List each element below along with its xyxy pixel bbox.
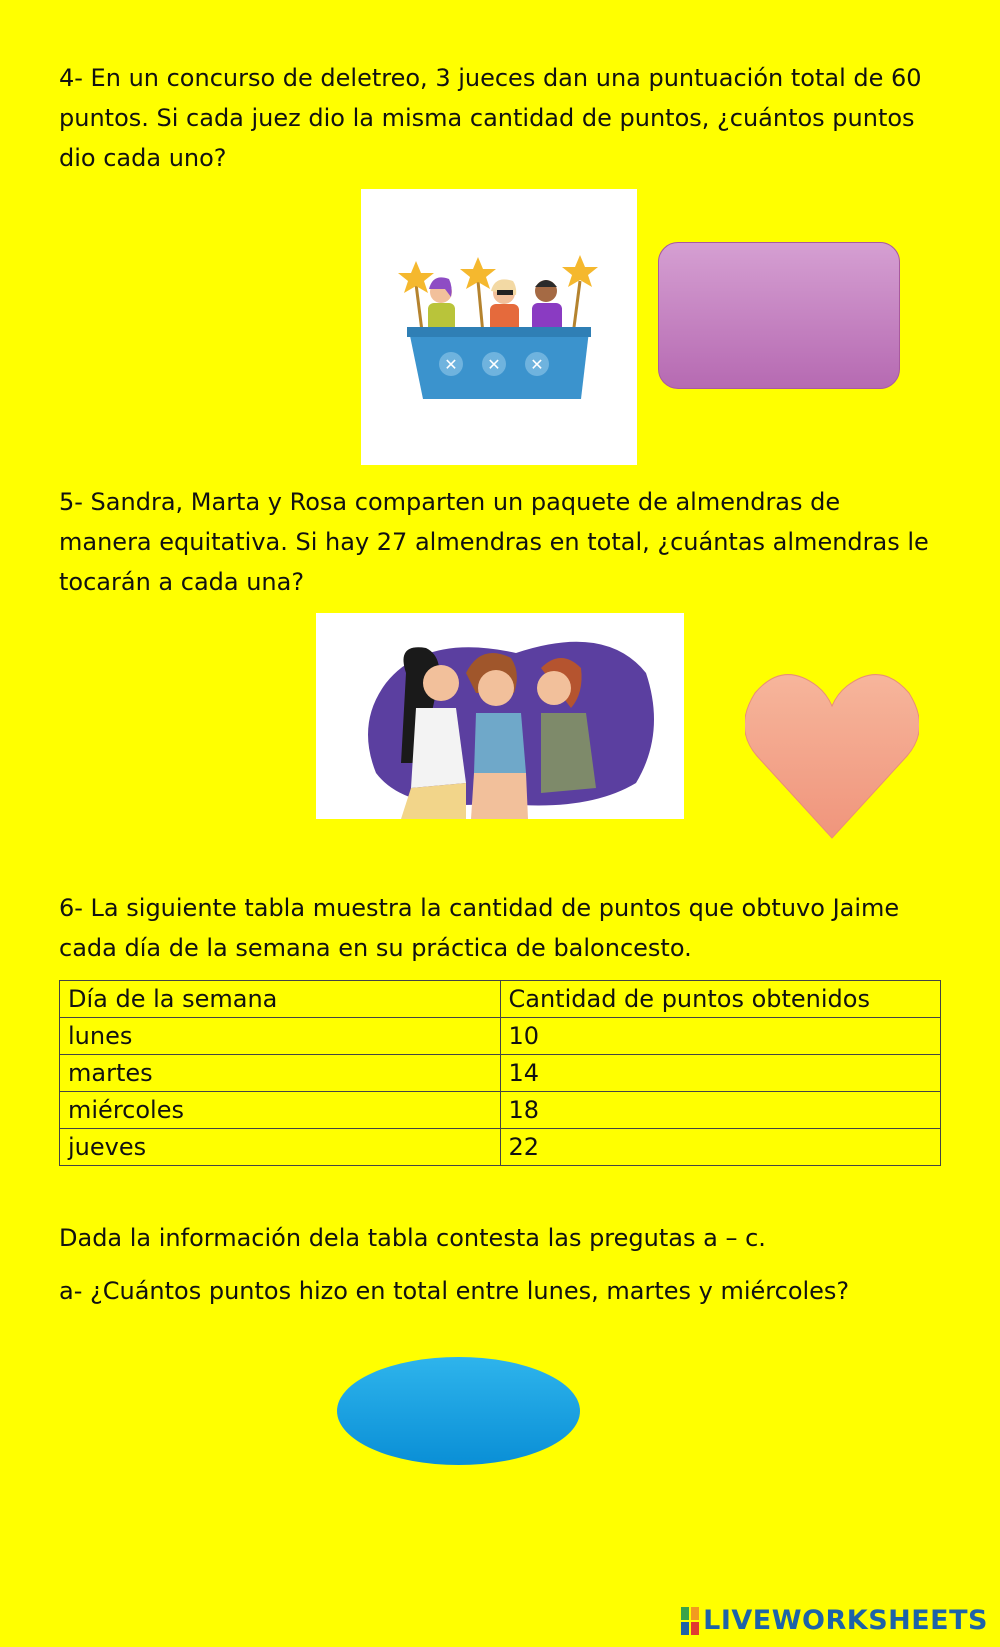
- table-header-cell: Cantidad de puntos obtenidos: [500, 981, 941, 1018]
- table-cell-points: 14: [500, 1055, 941, 1092]
- svg-text:✕: ✕: [487, 355, 501, 374]
- svg-text:✕: ✕: [530, 355, 544, 374]
- table-cell-day: jueves: [60, 1129, 501, 1166]
- table-row: [60, 1018, 941, 1055]
- liveworksheets-logo-icon: [681, 1607, 699, 1635]
- svg-text:✕: ✕: [444, 355, 458, 374]
- answer-heart-question-5[interactable]: [745, 668, 919, 840]
- table-instructions: Dada la información dela tabla contesta las pregutas a – c.: [59, 1224, 766, 1252]
- answer-oval-question-a[interactable]: [337, 1357, 580, 1465]
- friends-whispering-image: [316, 613, 684, 819]
- liveworksheets-wordmark: LIVEWORKSHEETS: [703, 1605, 988, 1636]
- answer-box-question-4[interactable]: [658, 242, 900, 389]
- question-4-text: 4- En un concurso de deletreo, 3 jueces dan una puntuación total de 60 puntos. Si cada juez dio la misma cantidad de puntos, ¿cuántos puntos dio cada uno?: [59, 64, 922, 172]
- table-row: [60, 1055, 941, 1092]
- table-cell-points: 10: [500, 1018, 941, 1055]
- table-header-row: [60, 981, 941, 1018]
- table-header-cell: Día de la semana: [60, 981, 501, 1018]
- liveworksheets-brand: [681, 1605, 988, 1636]
- question-5-text: 5- Sandra, Marta y Rosa comparten un paquete de almendras de manera equitativa. Si hay 27 almendras en total, ¿cuántas almendras le tocarán a cada una?: [59, 488, 929, 596]
- judges-panel-image: [361, 189, 637, 465]
- question-a-text: a- ¿Cuántos puntos hizo en total entre lunes, martes y miércoles?: [59, 1277, 850, 1305]
- table-cell-day: martes: [60, 1055, 501, 1092]
- question-6-text: 6- La siguiente tabla muestra la cantidad de puntos que obtuvo Jaime cada día de la semana en su práctica de baloncesto.: [59, 894, 900, 962]
- table-cell-points: 22: [500, 1129, 941, 1166]
- table-cell-day: miércoles: [60, 1092, 501, 1129]
- table-row: [60, 1129, 941, 1166]
- table-row: [60, 1092, 941, 1129]
- table-cell-points: 18: [500, 1092, 941, 1129]
- table-cell-day: lunes: [60, 1018, 501, 1055]
- points-table: [59, 980, 941, 1166]
